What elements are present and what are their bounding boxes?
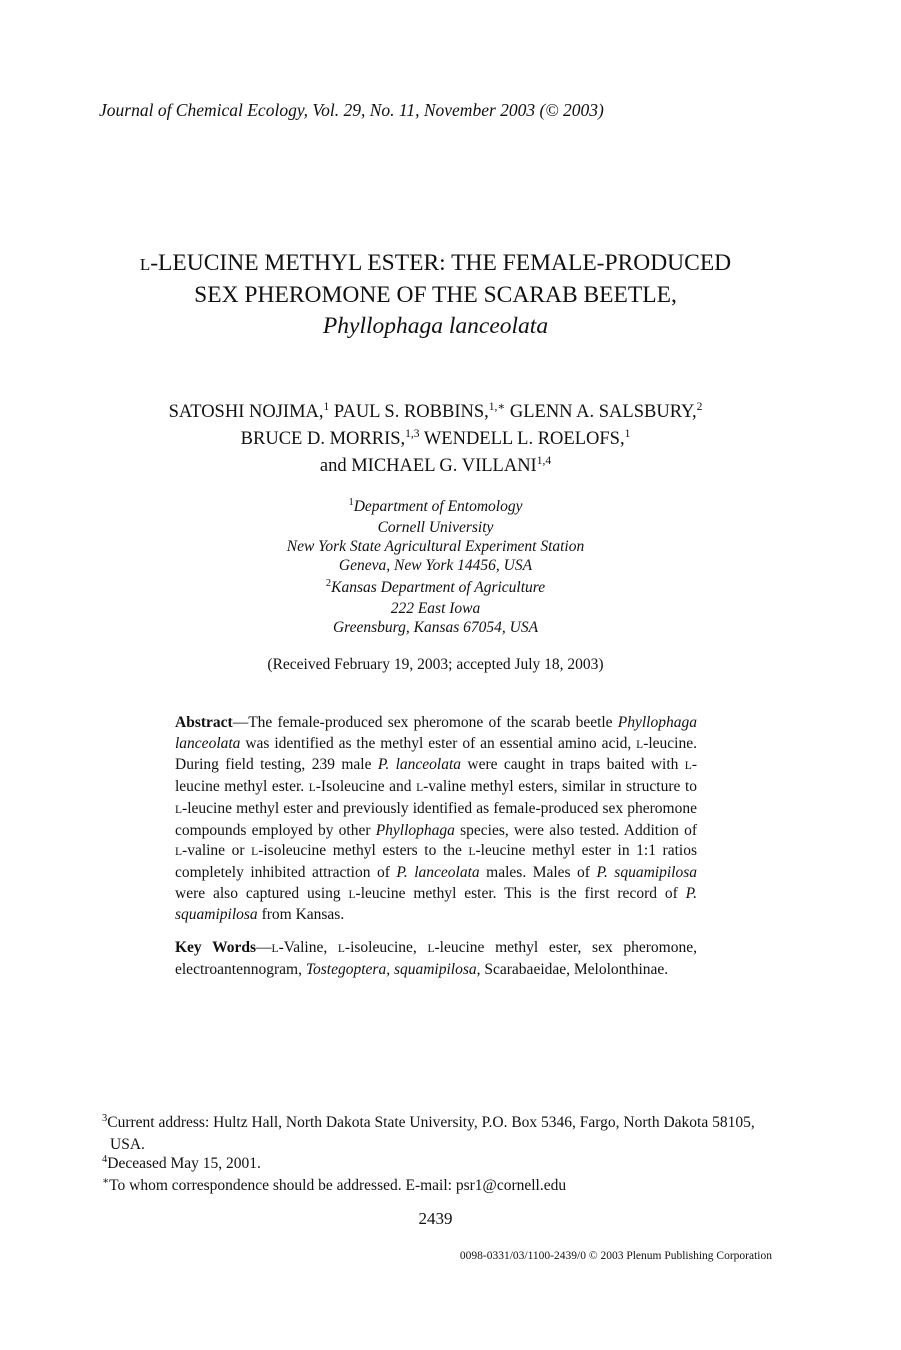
received-dates: (Received February 19, 2003; accepted July 18, 2003) — [267, 656, 604, 673]
footnote-sup: ∗ — [102, 1175, 110, 1187]
affiliation-2 — [0, 578, 871, 637]
affiliation-line: Department of Entomology — [353, 498, 523, 515]
footnote — [102, 1113, 774, 1154]
keywords-paragraph: Key Words—L-Valine, L-isoleucine, L-leucine methyl ester, sex pheromone, electroantennogram, Tostegoptera, squamipilosa, Scarabaeidae, Melolonthinae. — [175, 939, 697, 978]
affiliation-line: Kansas Department of Agriculture — [331, 579, 546, 596]
footnote-sup: 3 — [102, 1113, 108, 1124]
abstract-block — [175, 713, 697, 980]
affiliation-sup: 2 — [325, 578, 332, 589]
author-sup: 1,3 — [405, 428, 420, 440]
keywords-label: Key Words — [175, 939, 257, 957]
author-sup: 1,∗ — [488, 401, 506, 413]
author-sup: 1,4 — [536, 455, 552, 467]
authors-line-3 — [0, 454, 871, 481]
affiliation-1 — [0, 497, 871, 575]
affiliation-line: Greensburg, Kansas 67054, USA — [332, 619, 539, 636]
title-line-3 — [0, 311, 871, 342]
title-prefix-l: L — [139, 255, 151, 274]
abstract-paragraph: Abstract—The female-produced sex pheromone of the scarab beetle Phyllophaga lanceolata was identified as the methyl ester of an essential amino acid, L-leucine. During field testing, 239 male P. lanceolata were caught in traps baited with L-leucine methyl ester. L-Isoleucine and L-valine methyl esters, similar in structure to L-leucine methyl ester and previously identified as female-produced sex pheromone compounds employed by other Phyllophaga species, were also tested. Addition of L-valine or L-isoleucine methyl esters to the L-leucine methyl ester in 1:1 ratios completely inhibited attraction of P. lanceolata males. Males of P. squamipilosa were also captured using L-leucine methyl ester. This is the first record of P. squamipilosa from Kansas. — [175, 714, 697, 924]
author-sup: 1 — [323, 401, 330, 413]
journal-citation: Journal of Chemical Ecology, Vol. 29, No. 11, November 2003 (© 2003) — [99, 100, 604, 120]
author-sup: 2 — [696, 401, 703, 413]
footnotes — [102, 1113, 774, 1197]
footnote-text: To whom correspondence should be addressed. E-mail: psr1@cornell.edu — [109, 1176, 567, 1194]
footnote-sup: 4 — [102, 1154, 108, 1165]
author-name: GLENN A. SALSBURY, — [509, 402, 697, 422]
footnote-text: Deceased May 15, 2001. — [107, 1155, 261, 1172]
author-name: WENDELL L. ROELOFS, — [423, 429, 625, 449]
abstract-label: Abstract — [175, 714, 233, 731]
author-list — [0, 400, 871, 481]
article-title — [0, 248, 871, 342]
author-name: and MICHAEL G. VILLANI — [319, 456, 537, 476]
affiliation-line: 222 East Iowa — [390, 600, 481, 617]
title-species: Phyllophaga lanceolata — [322, 313, 549, 339]
footnote — [102, 1176, 774, 1198]
authors-line-2 — [0, 427, 871, 454]
copyright-line: 0098-0331/03/1100-2439/0 © 2003 Plenum Publishing Corporation — [459, 1250, 772, 1262]
author-sup: 1 — [624, 428, 631, 440]
footnote-text: Current address: Hultz Hall, North Dakota State University, P.O. Box 5346, Fargo, North Dakota 58105, USA. — [107, 1114, 755, 1153]
author-name: PAUL S. ROBBINS, — [333, 402, 489, 422]
title-line-1-text: -LEUCINE METHYL ESTER: THE FEMALE-PRODUCED — [150, 250, 732, 276]
affiliation-line: Cornell University — [377, 519, 494, 536]
page-number: 2439 — [418, 1209, 453, 1228]
affiliation-line: Geneva, New York 14456, USA — [338, 557, 533, 574]
footnote — [102, 1154, 774, 1176]
authors-line-1 — [0, 400, 871, 427]
title-line-1 — [0, 248, 871, 280]
author-name: BRUCE D. MORRIS, — [240, 429, 406, 449]
affiliation-sup: 1 — [348, 497, 354, 508]
title-line-2: SEX PHEROMONE OF THE SCARAB BEETLE, — [194, 282, 677, 308]
affiliation-line: New York State Agricultural Experiment Station — [286, 538, 585, 555]
author-name: SATOSHI NOJIMA, — [168, 402, 324, 422]
